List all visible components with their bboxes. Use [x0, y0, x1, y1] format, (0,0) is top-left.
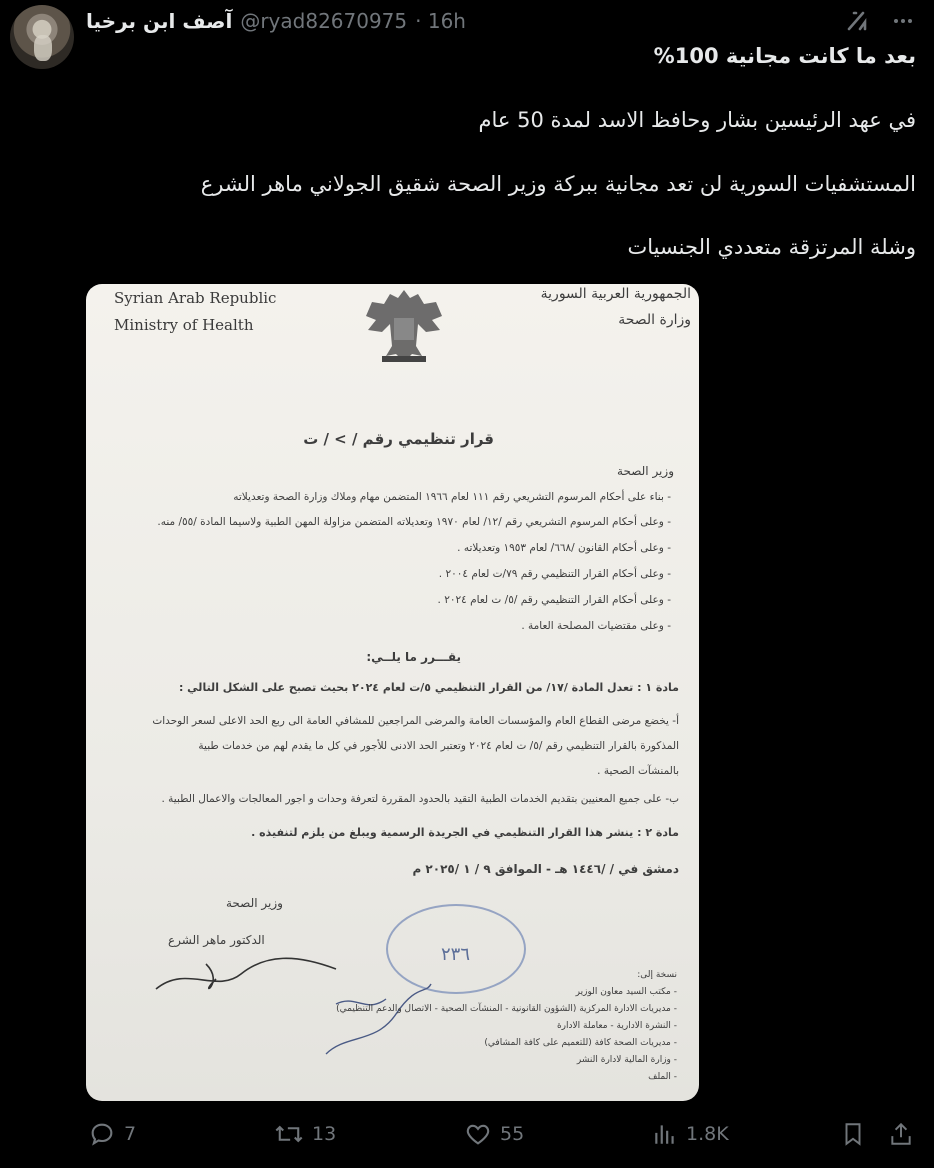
- doc-ar-ministry: وزارة الصحة: [618, 312, 691, 328]
- views-button[interactable]: [652, 1120, 729, 1148]
- tweet-text-line-1: بعد ما كانت مجانية 100%: [653, 44, 916, 68]
- share-button[interactable]: [888, 1120, 914, 1148]
- doc-article-2: مادة ٢ : ينشر هذا القرار التنظيمي في الجريدة الرسمية ويبلغ من يلزم لتنفيذه .: [251, 826, 679, 839]
- doc-article-1-a-line: المذكورة بالقرار التنظيمي رقم /٥/ ت لعام ٢٠٢٤ وتعتبر الحد الادنى للأجور في كل ما يقدم لهم من خدمات طبية: [198, 740, 679, 752]
- author-handle[interactable]: @ryad82670975: [240, 9, 408, 33]
- tweet-top-icons: [844, 8, 914, 34]
- author-name[interactable]: آصف ابن برخيا: [86, 9, 233, 33]
- retweet-button[interactable]: [274, 1120, 336, 1148]
- doc-copies-item: - وزارة المالية لادارة النشر: [576, 1055, 677, 1065]
- views-count: 1.8K: [686, 1123, 729, 1145]
- tweet-header: [86, 8, 466, 34]
- retweet-icon: [274, 1120, 304, 1148]
- views-chart-icon: [652, 1120, 678, 1148]
- bookmark-icon: [840, 1120, 866, 1148]
- doc-title: قرار تنظيمي رقم / > / ت: [303, 430, 494, 448]
- doc-preamble-line: - وعلى أحكام القانون /٦٦٨/ لعام ١٩٥٣ وتعديلاته .: [457, 542, 671, 554]
- share-icon: [888, 1120, 914, 1148]
- stamp-number: ٢٣٦: [441, 944, 471, 965]
- document-image[interactable]: [86, 284, 699, 1101]
- avatar[interactable]: [10, 5, 74, 69]
- like-button[interactable]: [464, 1120, 524, 1148]
- timestamp[interactable]: · 16h: [415, 9, 466, 33]
- doc-ar-country: الجمهورية العربية السورية: [540, 286, 691, 302]
- doc-copies-item: - الملف: [648, 1072, 677, 1082]
- bookmark-button[interactable]: [840, 1120, 866, 1148]
- doc-decides: يقـــرر ما يلــي:: [366, 650, 461, 664]
- doc-article-1-a-line: بالمنشآت الصحية .: [597, 765, 679, 777]
- more-options-icon[interactable]: [892, 10, 914, 32]
- retweet-count: 13: [312, 1123, 337, 1145]
- doc-en-country: Syrian Arab Republic: [114, 289, 277, 307]
- doc-signature-title: وزير الصحة: [226, 896, 283, 910]
- doc-preamble-line: - وعلى مقتضيات المصلحة العامة .: [521, 620, 671, 632]
- tweet-text-line-4: وشلة المرتزقة متعددي الجنسيات: [627, 235, 916, 259]
- like-count: 55: [500, 1123, 525, 1145]
- doc-preamble-line: - وعلى أحكام القرار التنظيمي رقم ٧٩/ت لعام ٢٠٠٤ .: [438, 568, 671, 580]
- doc-minister-line: وزير الصحة: [617, 464, 674, 478]
- heart-icon: [464, 1120, 492, 1148]
- grok-icon[interactable]: [844, 8, 870, 34]
- reply-count: 7: [124, 1123, 137, 1145]
- doc-en-ministry: Ministry of Health: [114, 316, 254, 334]
- doc-copies-item: - مديريات الصحة كافة (للتعميم على كافة المشافي): [484, 1038, 677, 1048]
- doc-copies-item: نسخة إلى:: [637, 970, 677, 980]
- doc-preamble-line: - وعلى أحكام القرار التنظيمي رقم /٥/ ت لعام ٢٠٢٤ .: [437, 594, 671, 606]
- doc-date-line: دمشق في / /١٤٤٦ هـ - الموافق ٩ / ١ /٢٠٢٥ م: [412, 862, 679, 876]
- doc-article-1-b: ب- على جميع المعنيين بتقديم الخدمات الطبية التقيد بالحدود المقررة لتعرفة وحدات و اجور المعالجات والاعمال الطبية .: [161, 793, 679, 805]
- doc-signature-name: الدكتور ماهر الشرع: [168, 933, 265, 947]
- doc-article-1: مادة ١ : تعدل المادة /١٧/ من القرار التنظيمي ٥/ت لعام ٢٠٢٤ بحيث تصبح على الشكل التالي :: [178, 681, 679, 694]
- tweet-actions-bar: [86, 1120, 920, 1152]
- doc-copies-list: [336, 967, 677, 1086]
- doc-copies-item: - مكتب السيد معاون الوزير: [575, 987, 677, 997]
- tweet-text-line-2: في عهد الرئيسين بشار وحافظ الاسد لمدة 50 عام: [478, 108, 916, 132]
- doc-copies-item: - النشرة الادارية - معاملة الادارة: [556, 1021, 677, 1031]
- reply-button[interactable]: [88, 1120, 136, 1148]
- tweet-text-line-3: المستشفيات السورية لن تعد مجانية ببركة وزير الصحة شقيق الجولاني ماهر الشرع: [200, 172, 916, 196]
- doc-copies-item: - مديريات الادارة المركزية (الشؤون القانونية - المنشآت الصحية - الاتصال والدعم التنظيمي): [336, 1004, 677, 1014]
- doc-article-1-a-line: أ- يخضع مرضى القطاع العام والمؤسسات العامة والمرضى المراجعين للمشافي العامة الى ربع الحد الاعلى لسعر الوحدات: [152, 715, 679, 727]
- reply-icon: [88, 1120, 116, 1148]
- syrian-eagle-emblem-icon: [356, 284, 452, 368]
- doc-preamble-line: - بناء على أحكام المرسوم التشريعي رقم ١١١ لعام ١٩٦٦ المتضمن مهام وملاك وزارة الصحة وتعديلاته: [233, 491, 671, 503]
- doc-preamble-line: - وعلى أحكام المرسوم التشريعي رقم /١٢/ لعام ١٩٧٠ وتعديلاته المتضمن مزاولة المهن الطبية ولاسيما المادة /٥٥/ منه.: [157, 516, 671, 528]
